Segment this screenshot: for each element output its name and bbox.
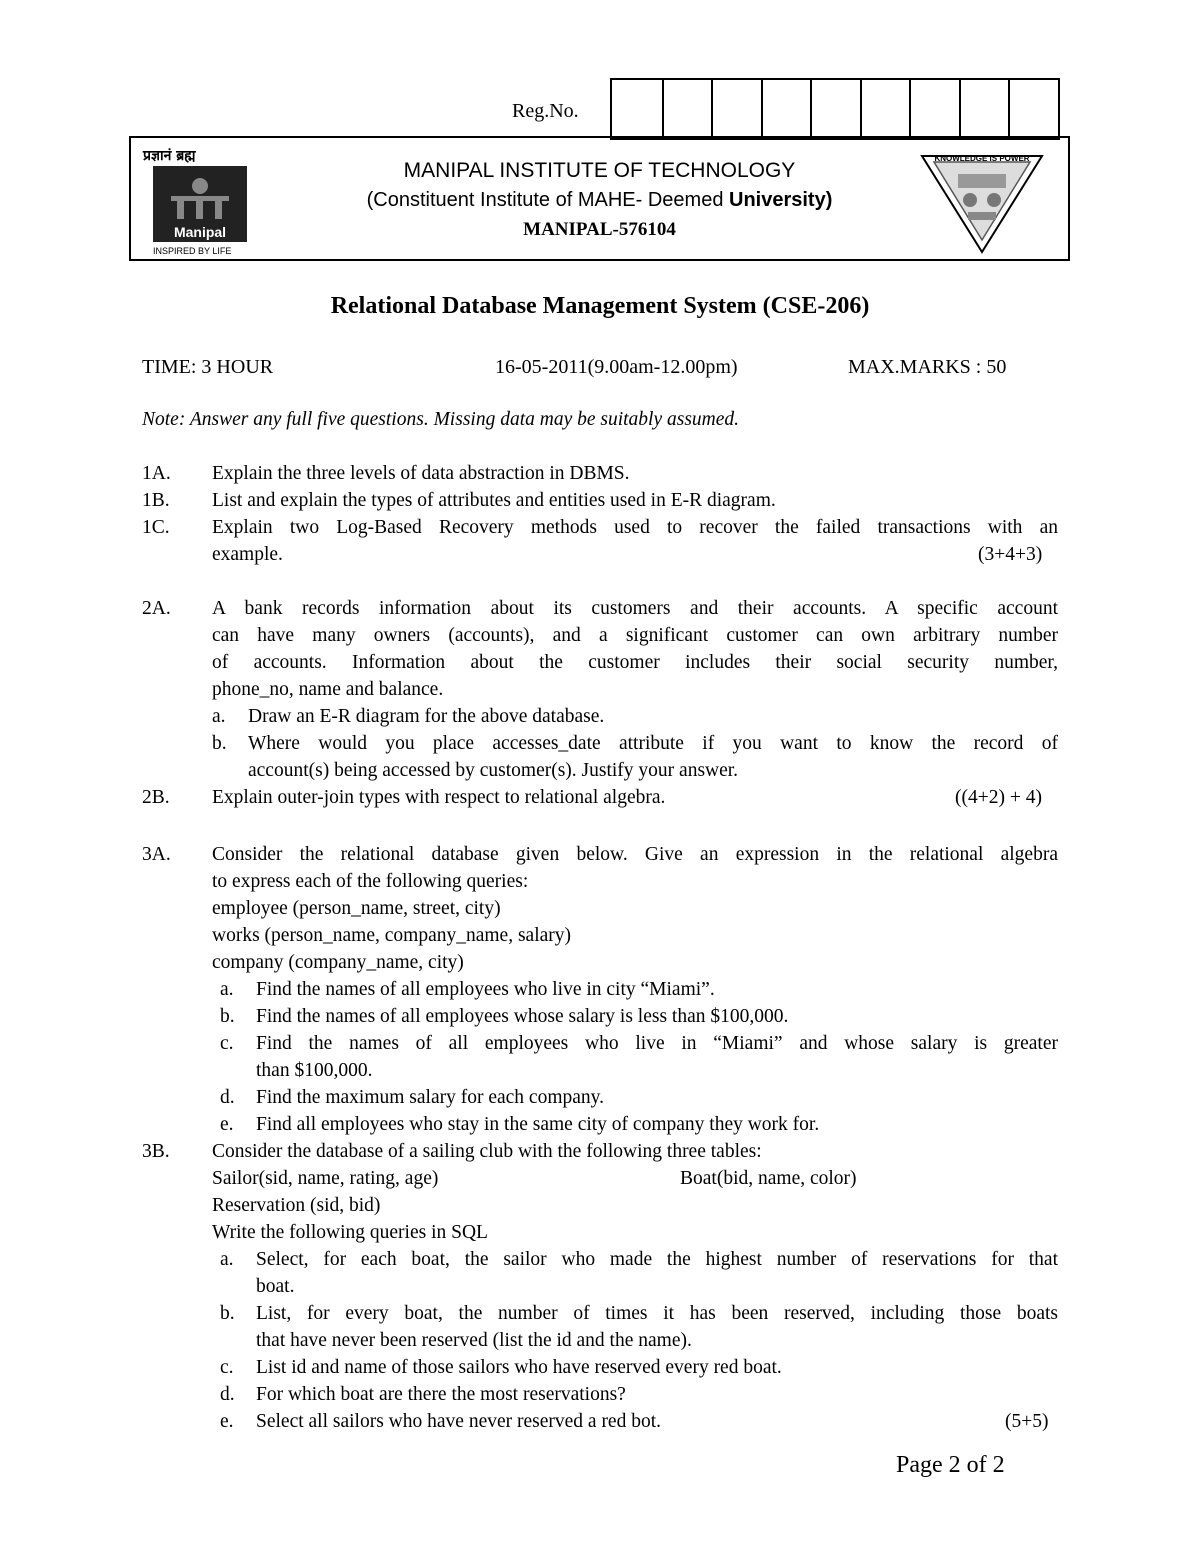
question-number: 1C. <box>142 517 170 538</box>
sub-text: boat. <box>256 1276 295 1297</box>
regno-boxes <box>610 78 1060 140</box>
question-text: of accounts. Information about the customer includes their social security number, <box>212 652 1058 673</box>
sub-letter: b. <box>212 733 227 754</box>
max-marks: MAX.MARKS : 50 <box>848 356 1007 378</box>
question-text: Explain two Log-Based Recovery methods used to recover the failed transactions with an <box>212 517 1058 538</box>
sub-text: Find the names of all employees who live in “Miami” and whose salary is greater <box>256 1033 1058 1054</box>
sub-text: List id and name of those sailors who have reserved every red boat. <box>256 1357 782 1378</box>
page-number: Page 2 of 2 <box>896 1452 1005 1478</box>
sub-text: Find the names of all employees whose salary is less than $100,000. <box>256 1006 789 1027</box>
svg-text:Manipal: Manipal <box>173 224 227 240</box>
sub-letter: c. <box>220 1357 234 1378</box>
sub-letter: d. <box>220 1384 235 1405</box>
regno-box <box>612 80 662 138</box>
sub-letter: d. <box>220 1087 235 1108</box>
regno-box <box>761 80 811 138</box>
sub-text: than $100,000. <box>256 1060 373 1081</box>
constituent-bold: University) <box>729 189 833 211</box>
schema-reservation: Reservation (sid, bid) <box>212 1195 381 1216</box>
schema-sailor: Sailor(sid, name, rating, age) <box>212 1168 439 1189</box>
sub-text: Find the maximum salary for each company. <box>256 1087 605 1108</box>
institute-header <box>129 136 1070 261</box>
schema-company: company (company_name, city) <box>212 952 464 973</box>
marks-allocation: (5+5) <box>1005 1411 1049 1432</box>
svg-text:प्रज्ञानं ब्रह्म: प्रज्ञानं ब्रह्म <box>143 148 196 164</box>
sub-letter: b. <box>220 1303 235 1324</box>
exam-time: TIME: 3 HOUR <box>142 356 274 378</box>
exam-note: Note: Answer any full five questions. Missing data may be suitably assumed. <box>142 409 740 430</box>
course-title: Relational Database Management System (CSE-206) <box>330 293 870 319</box>
sub-letter: b. <box>220 1006 235 1027</box>
question-number: 1B. <box>142 490 170 511</box>
question-number: 3B. <box>142 1141 170 1162</box>
sub-text: Find the names of all employees who live in city “Miami”. <box>256 979 715 1000</box>
question-text: List and explain the types of attributes and entities used in E-R diagram. <box>212 490 776 511</box>
marks-allocation: (3+4+3) <box>978 544 1043 565</box>
question-number: 2A. <box>142 598 171 619</box>
sub-text: that have never been reserved (list the id and the name). <box>256 1330 692 1351</box>
svg-text:INSPIRED BY LIFE: INSPIRED BY LIFE <box>153 246 232 256</box>
mit-emblem <box>918 148 1046 256</box>
schema-boat: Boat(bid, name, color) <box>680 1168 857 1189</box>
sub-letter: a. <box>220 1249 234 1270</box>
regno-box <box>1008 80 1058 138</box>
institute-city: MANIPAL-576104 <box>523 219 676 240</box>
question-text: Write the following queries in SQL <box>212 1222 488 1243</box>
regno-box <box>711 80 761 138</box>
sub-text: Where would you place accesses_date attribute if you want to know the record of <box>248 733 1058 754</box>
sub-letter: c. <box>220 1033 234 1054</box>
svg-text:KNOWLEDGE IS POWER: KNOWLEDGE IS POWER <box>934 154 1030 163</box>
sub-text: account(s) being accessed by customer(s). Justify your answer. <box>248 760 739 781</box>
question-number: 3A. <box>142 844 171 865</box>
question-text: can have many owners (accounts), and a significant customer can own arbitrary number <box>212 625 1058 646</box>
question-text: Consider the database of a sailing club with the following three tables: <box>212 1141 762 1162</box>
question-text: Consider the relational database given below. Give an expression in the relational algebra <box>212 844 1058 865</box>
sub-text: Select all sailors who have never reserved a red bot. <box>256 1411 662 1432</box>
sub-text: List, for every boat, the number of times it has been reserved, including those boats <box>256 1303 1058 1324</box>
sub-letter: e. <box>220 1411 234 1432</box>
schema-employee: employee (person_name, street, city) <box>212 898 501 919</box>
sub-letter: e. <box>220 1114 234 1135</box>
question-text: to express each of the following queries: <box>212 871 529 892</box>
sub-text: For which boat are there the most reservations? <box>256 1384 626 1405</box>
question-text: Explain outer-join types with respect to relational algebra. <box>212 787 666 808</box>
constituent-text: (Constituent Institute of MAHE- Deemed <box>366 189 729 211</box>
regno-box <box>810 80 860 138</box>
marks-allocation: ((4+2) + 4) <box>955 787 1042 808</box>
question-text: phone_no, name and balance. <box>212 679 444 700</box>
sub-text: Draw an E-R diagram for the above database. <box>248 706 605 727</box>
sub-letter: a. <box>212 706 226 727</box>
question-text: A bank records information about its customers and their accounts. A specific account <box>212 598 1058 619</box>
question-number: 2B. <box>142 787 170 808</box>
question-text: example. <box>212 544 283 565</box>
sub-letter: a. <box>220 979 234 1000</box>
regno-box <box>909 80 959 138</box>
regno-box <box>959 80 1009 138</box>
regno-box <box>860 80 910 138</box>
regno-box <box>662 80 712 138</box>
schema-works: works (person_name, company_name, salary) <box>212 925 572 946</box>
institute-name: MANIPAL INSTITUTE OF TECHNOLOGY <box>403 159 796 182</box>
sub-text: Select, for each boat, the sailor who made the highest number of reservations for that <box>256 1249 1058 1270</box>
regno-label: Reg.No. <box>512 100 579 122</box>
question-number: 1A. <box>142 463 171 484</box>
sub-text: Find all employees who stay in the same city of company they work for. <box>256 1114 820 1135</box>
question-text: Explain the three levels of data abstraction in DBMS. <box>212 463 630 484</box>
exam-date: 16-05-2011(9.00am-12.00pm) <box>495 356 738 378</box>
